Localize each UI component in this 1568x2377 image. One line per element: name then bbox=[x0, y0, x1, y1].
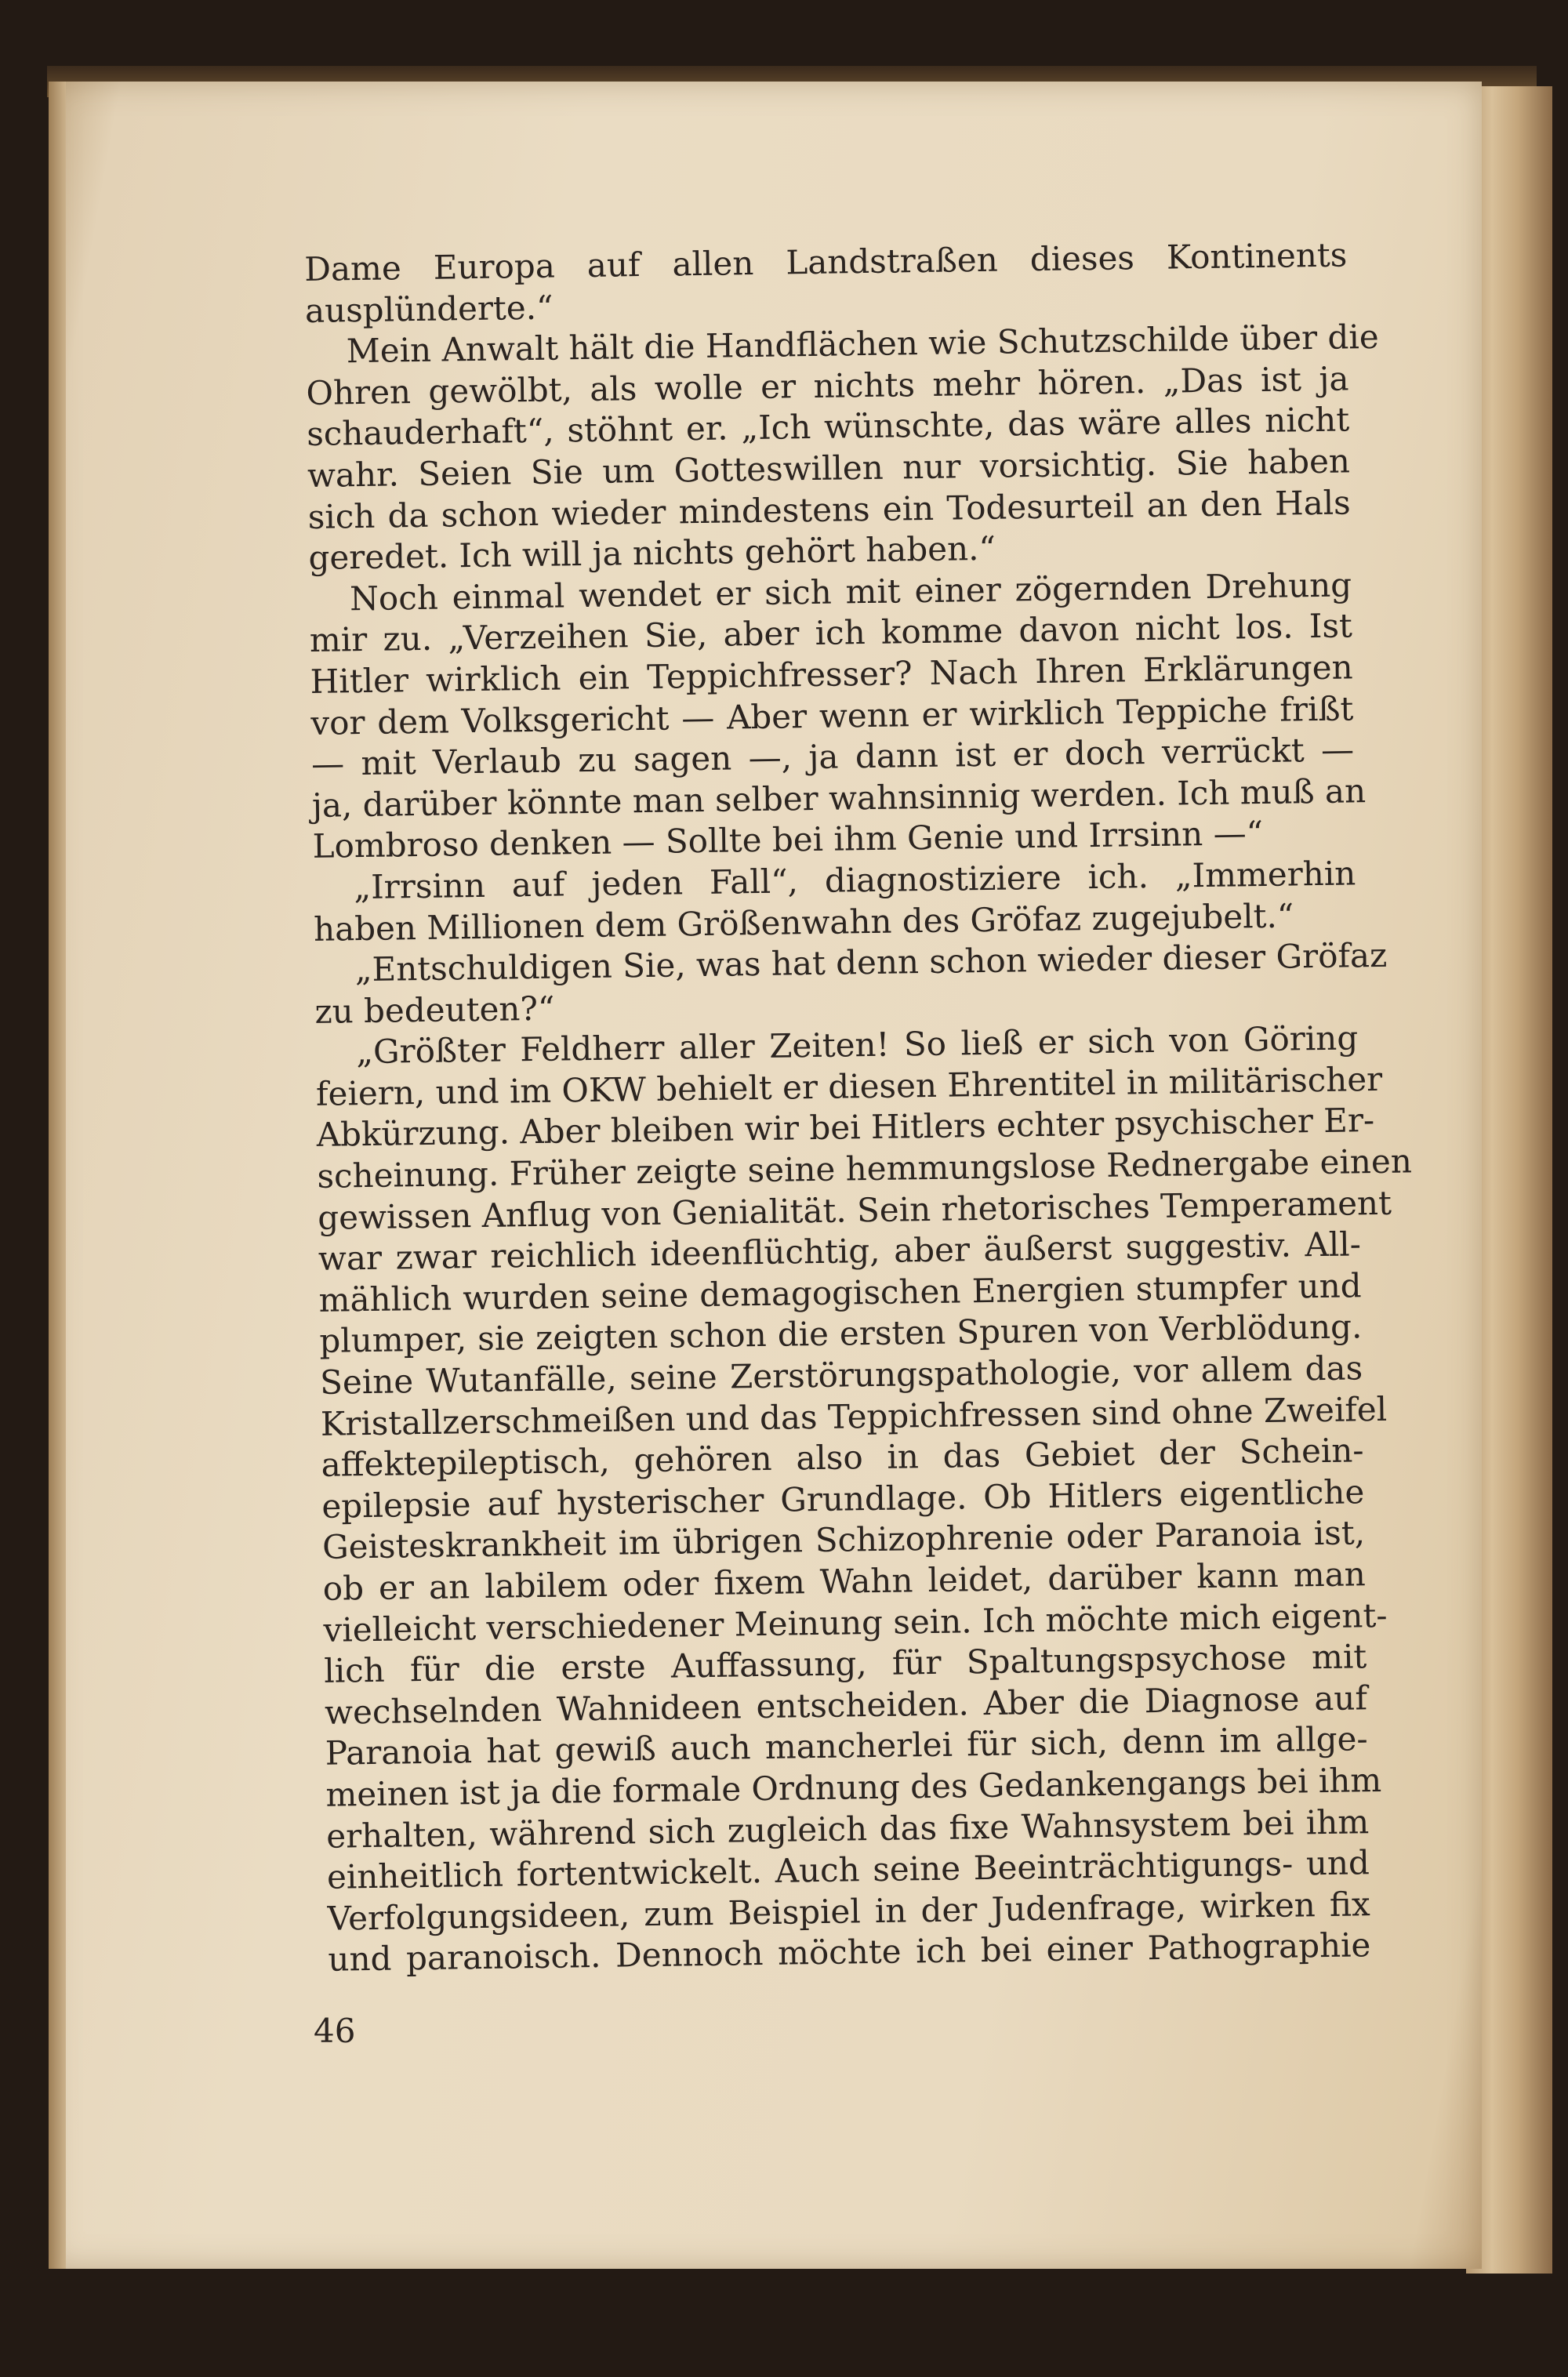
page-number: 46 bbox=[314, 2012, 356, 2050]
text-line: Hitler wirklich ein Teppichfresser? Nach Ihren Erklärungen bbox=[310, 648, 1353, 701]
text-line: scheinung. Früher zeigte seine hemmungslose Rednergabe einen bbox=[317, 1141, 1413, 1196]
text-line: zu bedeuten?“ bbox=[314, 989, 555, 1031]
text-line: geredet. Ich will ja nichts gehört haben.“ bbox=[308, 528, 996, 578]
text-line: lich für die erste Auffassung, für Spaltungspsychose mit bbox=[323, 1637, 1367, 1691]
text-line: Dame Europa auf allen Landstraßen dieses Kontinents bbox=[304, 235, 1348, 289]
text-line: wechselnden Wahnideen entscheiden. Aber die Diagnose auf bbox=[324, 1678, 1368, 1732]
text-line: Kristallzerschmeißen und das Teppichfressen sind ohne Zweifel bbox=[320, 1389, 1388, 1443]
text-line: Geisteskrankheit im übrigen Schizophrenie oder Paranoia ist, bbox=[321, 1513, 1366, 1567]
text-line: vor dem Volksgericht — Aber wenn er wirklich Teppiche frißt bbox=[310, 688, 1354, 742]
text-line: haben Millionen dem Größenwahn des Gröfaz zugejubelt.“ bbox=[313, 895, 1294, 949]
page-body-text bbox=[304, 234, 1413, 1980]
text-line: ja, darüber könnte man selber wahnsinnig werden. Ich muß an bbox=[311, 771, 1367, 825]
text-line: sich da schon wieder mindestens ein Todesurteil an den Hals bbox=[307, 482, 1351, 536]
text-line: Abkürzung. Aber bleiben wir bei Hitlers echter psychischer Er- bbox=[316, 1101, 1375, 1155]
text-line: epilepsie auf hysterischer Grundlage. Ob Hitlers eigentliche bbox=[321, 1472, 1365, 1526]
text-line: einheitlich fortentwickelt. Auch seine Beeinträchtigungs- und bbox=[326, 1843, 1370, 1896]
text-line: plumper, sie zeigten schon die ersten Spuren von Verblödung. bbox=[319, 1307, 1363, 1361]
text-line: feiern, und im OKW behielt er diesen Ehrentitel in militärischer bbox=[315, 1059, 1383, 1113]
text-line: Noch einmal wendet er sich mit einer zögernden Drehung bbox=[349, 565, 1352, 618]
text-line: Ohren gewölbt, als wolle er nichts mehr hören. „Das ist ja bbox=[306, 359, 1349, 412]
text-line: mir zu. „Verzeihen Sie, aber ich komme davon nicht los. Ist bbox=[309, 606, 1353, 660]
text-line: mählich wurden seine demagogischen Energien stumpfer und bbox=[318, 1266, 1362, 1319]
text-line: gewissen Anflug von Genialität. Sein rhetorisches Temperament bbox=[317, 1183, 1392, 1237]
text-line: „Irrsinn auf jeden Fall“, diagnostiziere ich. „Immerhin bbox=[354, 854, 1356, 907]
text-line: war zwar reichlich ideenflüchtig, aber äußerst suggestiv. All- bbox=[318, 1225, 1362, 1279]
text-line: „Größter Feldherr aller Zeiten! So ließ er sich von Göring bbox=[355, 1018, 1359, 1072]
text-line: Lombroso denken — Sollte bei ihm Genie und Irrsinn —“ bbox=[312, 814, 1264, 866]
text-line: ob er an labilem oder fixem Wahn leidet, darüber kann man bbox=[322, 1555, 1367, 1608]
text-line: Seine Wutanfälle, seine Zerstörungspathologie, vor allem das bbox=[319, 1348, 1363, 1402]
text-line: und paranoisch. Dennoch möchte ich bei einer Pathographie bbox=[328, 1925, 1371, 1980]
page-gutter bbox=[49, 82, 66, 2269]
text-line: affektepileptisch, gehören also in das Gebiet der Schein- bbox=[321, 1431, 1364, 1485]
text-line: Paranoia hat gewiß auch mancherlei für sich, denn im allge- bbox=[325, 1719, 1369, 1773]
text-line: meinen ist ja die formale Ordnung des Gedankengangs bei ihm bbox=[325, 1760, 1382, 1814]
text-line: — mit Verlaub zu sagen —, ja dann ist er doch verrückt — bbox=[310, 730, 1355, 784]
text-line: erhalten, während sich zugleich das fixe Wahnsystem bei ihm bbox=[325, 1802, 1370, 1856]
text-line: Mein Anwalt hält die Handflächen wie Schutzschilde über die bbox=[346, 318, 1379, 371]
text-line: schauderhaft“, stöhnt er. „Ich wünschte, das wäre alles nicht bbox=[306, 400, 1350, 454]
text-line: „Entschuldigen Sie, was hat denn schon wieder dieser Gröfaz bbox=[354, 935, 1388, 989]
text-line: vielleicht verschiedener Meinung sein. Ich möchte mich eigent- bbox=[323, 1595, 1388, 1649]
text-line: wahr. Seien Sie um Gotteswillen nur vorsichtig. Sie haben bbox=[307, 441, 1351, 495]
text-line: ausplünderte.“ bbox=[304, 288, 554, 330]
text-line: Verfolgungsideen, zum Beispiel in der Judenfrage, wirken fix bbox=[327, 1884, 1370, 1938]
